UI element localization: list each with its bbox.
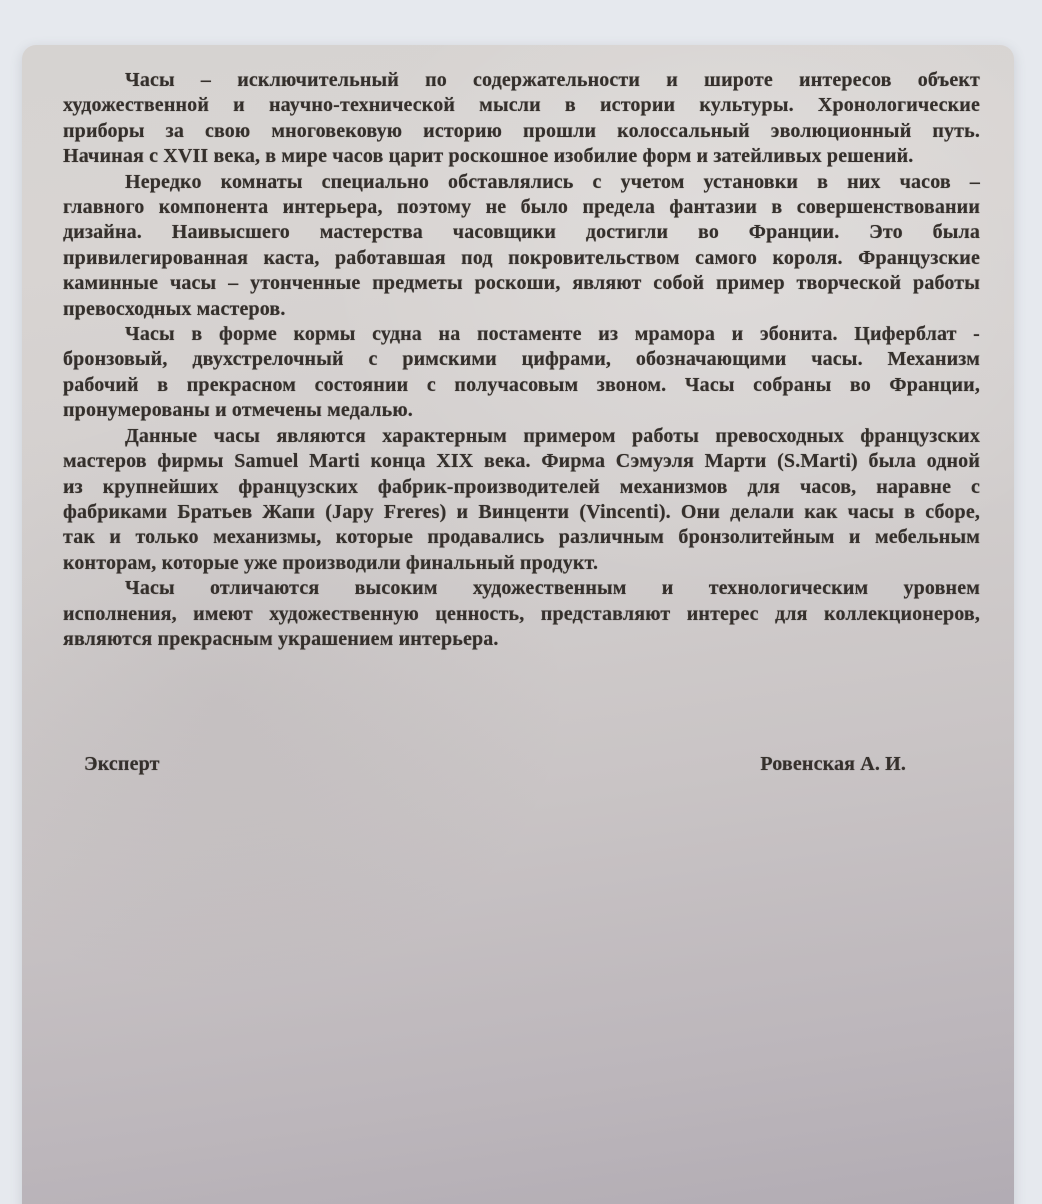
text-line: из крупнейших французских фабрик-производителей механизмов для часов, наравне с <box>63 475 980 498</box>
text-line: Часы – исключительный по содержательности и широте интересов объект <box>125 69 980 91</box>
paragraph <box>63 170 980 322</box>
text-line: Нередко комнаты специально обставлялись с учетом установки в них часов – <box>125 170 980 193</box>
text-line: Начиная с XVII века, в мире часов царит роскошное изобилие форм и затейливых решений. <box>63 145 914 168</box>
scanned-document-page <box>22 45 1014 1204</box>
text-line: бронзовый, двухстрелочный с римскими цифрами, обозначающими часы. Механизм <box>63 348 980 371</box>
text-line: конторам, которые уже производили финальный продукт. <box>63 551 599 574</box>
text-line: дизайна. Наивысшего мастерства часовщики достигли во Франции. Это была <box>63 221 980 244</box>
text-line: рабочий в прекрасном состоянии с получасовым звоном. Часы собраны во Франции, <box>63 373 980 396</box>
text-line: исполнения, имеют художественную ценность, представляют интерес для коллекционеров, <box>63 602 980 625</box>
text-line: Часы в форме кормы судна на постаменте из мрамора и эбонита. Циферблат - <box>125 323 980 346</box>
text-line: Часы отличаются высоким художественным и технологическим уровнем <box>125 577 980 600</box>
text-line: каминные часы – утонченные предметы роскоши, являют собой пример творческой работы <box>63 272 980 295</box>
paragraph <box>63 68 980 170</box>
text-line: художественной и научно-технической мысли в истории культуры. Хронологические <box>63 94 980 117</box>
signature-role: Эксперт <box>84 753 160 776</box>
paragraph <box>63 424 980 576</box>
text-line: привилегированная каста, работавшая под покровительством самого короля. Французские <box>63 246 980 269</box>
text-line: приборы за свою многовековую историю прошли колоссальный эволюционный путь. <box>63 119 980 142</box>
text-line: являются прекрасным украшением интерьера. <box>63 627 499 650</box>
text-line: мастеров фирмы Samuel Marti конца XIX века. Фирма Сэмуэля Марти (S.Marti) была одной <box>63 450 980 473</box>
paragraph <box>63 576 980 652</box>
text-line: превосходных мастеров. <box>63 297 286 320</box>
signature-row <box>63 752 980 777</box>
paragraph <box>63 322 980 424</box>
signature-name: Ровенская А. И. <box>760 753 906 776</box>
text-line: Данные часы являются характерным примером работы превосходных французских <box>125 424 980 447</box>
document-body <box>63 68 980 778</box>
text-line: так и только механизмы, которые продавались различным бронзолитейным и мебельным <box>63 526 980 549</box>
text-line: главного компонента интерьера, поэтому не было предела фантазии в совершенствовании <box>63 196 980 219</box>
text-line: пронумерованы и отмечены медалью. <box>63 399 413 422</box>
text-line: фабриками Братьев Жапи (Japy Freres) и Винценти (Vincenti). Они делали как часы в сборе, <box>63 500 980 523</box>
